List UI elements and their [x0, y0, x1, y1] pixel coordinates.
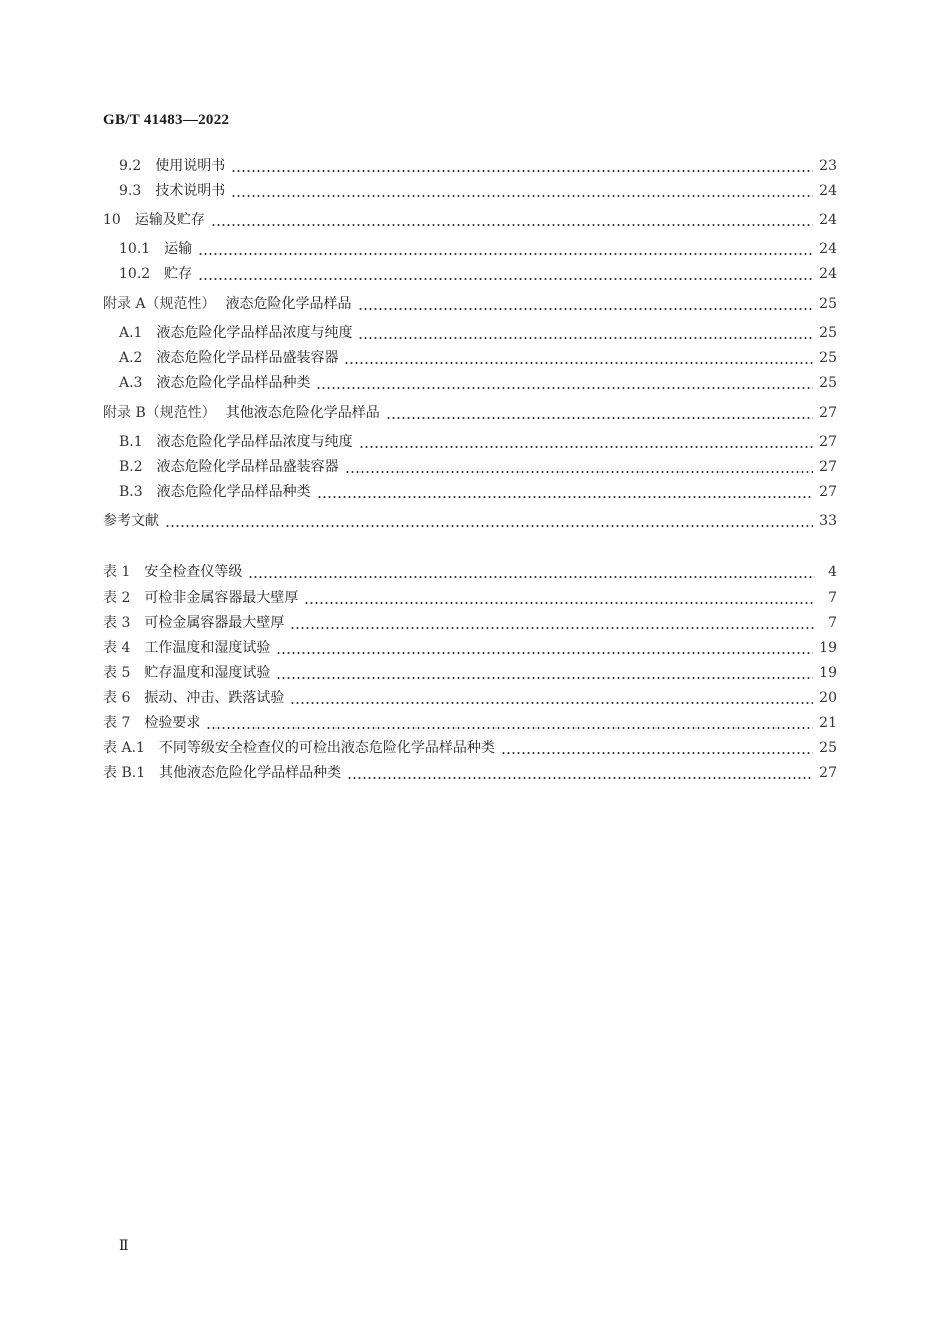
toc-entry-title: 运输及贮存: [134, 212, 205, 228]
toc-entry[interactable]: [119, 323, 837, 343]
toc-entry-title: 液态危险化学品样品盛装容器: [156, 459, 339, 475]
table-title: 检验要求: [144, 715, 201, 731]
leader-dots: [501, 738, 813, 758]
toc-entry[interactable]: [119, 457, 837, 477]
toc-entry-page: 33: [819, 513, 837, 529]
table-list-entry[interactable]: [103, 613, 837, 633]
toc-entry-page: 24: [819, 266, 837, 282]
document-number: GB/T 41483—2022: [103, 112, 230, 128]
toc-entry-number: B.2: [119, 459, 143, 475]
toc-entry-title: 贮存: [164, 266, 193, 282]
toc-entry-number: B.1: [119, 434, 143, 450]
toc-entry-page: 25: [819, 375, 837, 391]
toc-entry-page: 24: [819, 241, 837, 257]
toc-entry-number: 附录 B（规范性）: [103, 405, 216, 421]
toc-entry[interactable]: [119, 482, 837, 502]
table-list-entry[interactable]: [103, 763, 837, 783]
toc-entry-number: A.3: [119, 375, 143, 391]
leader-dots: [317, 482, 814, 502]
toc-entry-page: 25: [819, 296, 837, 312]
toc-entry-page: 25: [819, 350, 837, 366]
toc-entry-page: 27: [819, 484, 837, 500]
table-list-entry[interactable]: [103, 713, 837, 733]
table-number: 表 A.1: [103, 740, 145, 756]
toc-entry-number: A.2: [119, 350, 143, 366]
table-title: 可检非金属容器最大壁厚: [144, 590, 299, 606]
toc-entry[interactable]: [119, 432, 837, 452]
toc-entry-title: 其他液态危险化学品样品: [225, 405, 380, 421]
leader-dots: [359, 432, 814, 452]
toc-entry-number: A.1: [119, 325, 143, 341]
table-title: 其他液态危险化学品样品种类: [159, 765, 342, 781]
table-list-entry[interactable]: [103, 663, 837, 683]
table-number: 表 7: [103, 715, 131, 731]
table-page: 21: [819, 715, 837, 731]
toc-entry-number: 9.2: [119, 158, 142, 174]
table-number: 表 1: [103, 564, 131, 580]
toc-entry-number: 9.3: [119, 183, 142, 199]
leader-dots: [211, 210, 813, 230]
leader-dots: [358, 294, 814, 314]
table-page: 27: [819, 765, 837, 781]
table-page: 7: [828, 590, 837, 606]
leader-dots: [231, 181, 813, 201]
toc-entry-title: 液态危险化学品样品浓度与纯度: [156, 325, 353, 341]
table-title: 安全检查仪等级: [144, 564, 243, 580]
leader-dots: [386, 403, 813, 423]
table-number: 表 2: [103, 590, 131, 606]
toc-entry[interactable]: [119, 156, 837, 176]
toc-entry[interactable]: [119, 264, 837, 284]
table-title: 振动、冲击、跌落试验: [144, 690, 285, 706]
toc-entry-page: 27: [819, 405, 837, 421]
toc-entry-title: 参考文献: [103, 513, 159, 529]
leader-dots: [347, 763, 813, 783]
table-page: 4: [828, 564, 837, 580]
toc-entry-number: B.3: [119, 484, 143, 500]
leader-dots: [248, 562, 815, 582]
table-page: 7: [828, 615, 837, 631]
table-list-entry[interactable]: [103, 638, 837, 658]
toc-entry-number: 附录 A（规范性）: [103, 296, 216, 312]
toc-entry-page: 24: [819, 183, 837, 199]
leader-dots: [231, 156, 813, 176]
toc-entry-title: 液态危险化学品样品种类: [156, 484, 311, 500]
toc-entry[interactable]: [119, 348, 837, 368]
table-page: 20: [819, 690, 837, 706]
table-number: 表 6: [103, 690, 131, 706]
page-number: Ⅱ: [119, 1238, 129, 1254]
toc-entry-title: 使用说明书: [155, 158, 226, 174]
table-number: 表 5: [103, 665, 131, 681]
table-page: 25: [819, 740, 837, 756]
leader-dots: [206, 713, 813, 733]
toc-entry-number: 10.2: [119, 266, 151, 282]
leader-dots: [198, 239, 813, 259]
leader-dots: [344, 348, 813, 368]
toc-entry-number: 10: [103, 212, 121, 228]
leader-dots: [290, 688, 813, 708]
toc-entry-page: 24: [819, 212, 837, 228]
table-list-entry[interactable]: [103, 688, 837, 708]
leader-dots: [290, 613, 815, 633]
toc-entry[interactable]: [119, 181, 837, 201]
table-title: 贮存温度和湿度试验: [144, 665, 271, 681]
toc-entry-page: 27: [819, 434, 837, 450]
toc-entry[interactable]: [103, 403, 837, 423]
toc-entry[interactable]: [103, 294, 837, 314]
table-page: 19: [819, 665, 837, 681]
toc-entry-page: 25: [819, 325, 837, 341]
leader-dots: [304, 588, 815, 608]
toc-entry-page: 27: [819, 459, 837, 475]
toc-entry-page: 23: [819, 158, 837, 174]
toc-entry-number: 10.1: [119, 241, 151, 257]
leader-dots: [276, 663, 813, 683]
toc-entry-title: 液态危险化学品样品盛装容器: [156, 350, 339, 366]
leader-dots: [276, 638, 813, 658]
toc-entry-title: 运输: [164, 241, 193, 257]
table-number: 表 4: [103, 640, 131, 656]
table-title: 可检金属容器最大壁厚: [144, 615, 285, 631]
toc-entry[interactable]: [103, 511, 837, 531]
table-list-entry[interactable]: [103, 588, 837, 608]
table-title: 工作温度和湿度试验: [144, 640, 271, 656]
table-page: 19: [819, 640, 837, 656]
table-number: 表 3: [103, 615, 131, 631]
table-number: 表 B.1: [103, 765, 146, 781]
toc-entry-title: 技术说明书: [155, 183, 226, 199]
leader-dots: [358, 323, 813, 343]
toc-entry-title: 液态危险化学品样品种类: [156, 375, 311, 391]
leader-dots: [316, 373, 813, 393]
leader-dots: [345, 457, 814, 477]
leader-dots: [165, 511, 813, 531]
leader-dots: [198, 264, 813, 284]
table-list-entry[interactable]: [103, 738, 837, 758]
toc-entry[interactable]: [119, 239, 837, 259]
toc-entry[interactable]: [119, 373, 837, 393]
table-title: 不同等级安全检查仪的可检出液态危险化学品样品种类: [158, 740, 495, 756]
toc-entry-title: 液态危险化学品样品浓度与纯度: [156, 434, 353, 450]
table-list-entry[interactable]: [103, 562, 837, 582]
toc-entry-title: 液态危险化学品样品: [225, 296, 352, 312]
toc-entry[interactable]: [103, 210, 837, 230]
